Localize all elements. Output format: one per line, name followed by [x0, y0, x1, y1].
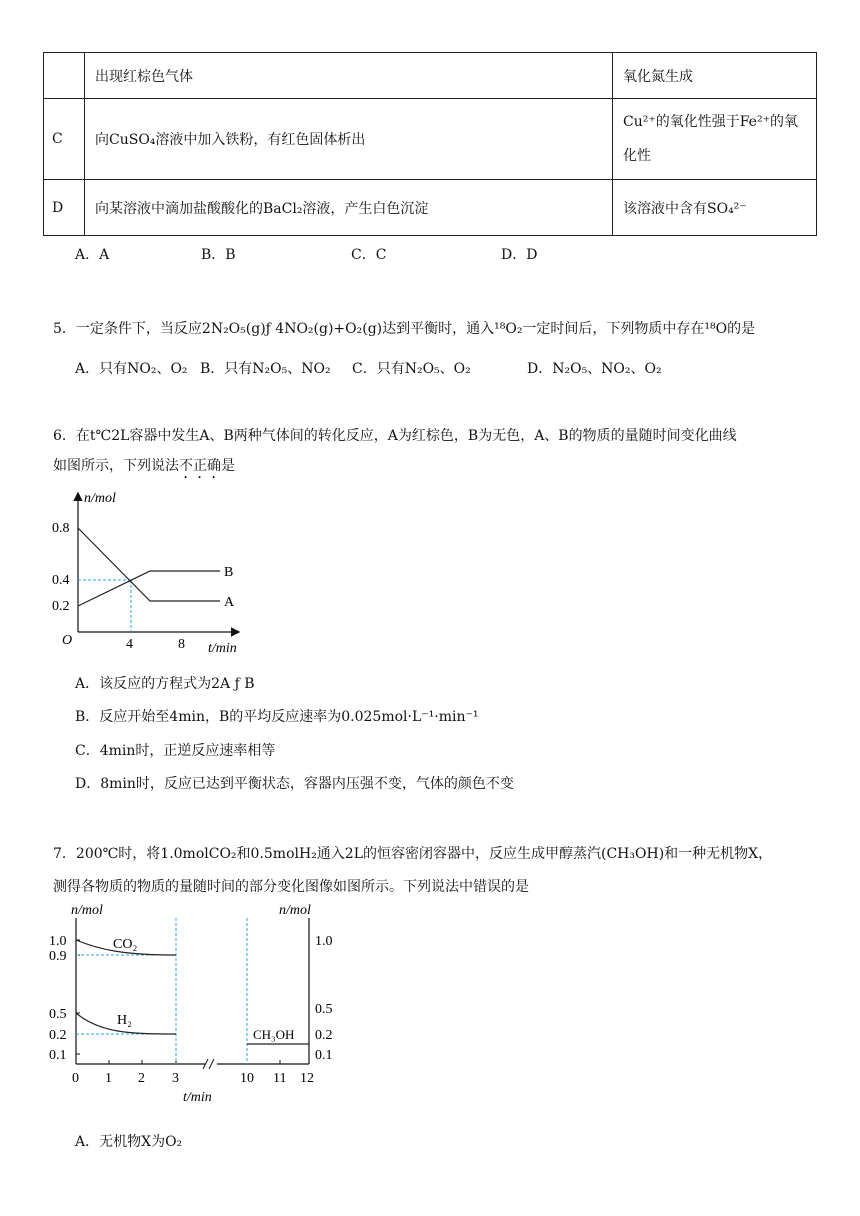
y-tick-left: 1.0	[49, 934, 67, 949]
y-tick-right: 0.5	[315, 1002, 333, 1017]
row-label: C	[44, 99, 85, 180]
curve-a	[78, 528, 220, 601]
option-d[interactable]: D．N₂O₅、NO₂、O₂	[527, 361, 662, 377]
operation-cell: 向某溶液中滴加盐酸酸化的BaCl₂溶液，产生白色沉淀	[85, 180, 613, 236]
operation-cell: 向CuSO₄溶液中加入铁粉，有红色固体析出	[85, 99, 613, 180]
y-tick-left: 0.9	[49, 949, 67, 964]
q6-option-a[interactable]: A．该反应的方程式为2A ƒ B	[75, 676, 255, 692]
y-tick-left: 0.2	[49, 1028, 67, 1043]
x-tick: 1	[105, 1071, 112, 1086]
q7-stem-line-2: 测得各物质的物质的量随时间的部分变化图像如图所示。下列说法中错误的是	[53, 879, 529, 895]
conclusion-line-2: 化性	[623, 148, 651, 164]
x-tick: 0	[72, 1071, 79, 1086]
label-co2: CO₂	[113, 937, 138, 952]
q6-stem-end: 是	[221, 458, 235, 474]
label-ch3oh: CH₃OH	[253, 1027, 295, 1042]
q6-stem-text: 如图所示，下列说法	[53, 458, 179, 474]
label-a: A	[224, 595, 235, 610]
x-tick: 10	[240, 1071, 254, 1086]
option-b[interactable]: B．B	[201, 247, 236, 263]
option-c[interactable]: C．C	[351, 247, 387, 263]
x-tick: 4	[126, 637, 133, 652]
q6-stem-line-2	[53, 455, 235, 482]
y-tick-right: 1.0	[315, 934, 333, 949]
table-row	[44, 180, 817, 236]
y-tick: 0.2	[52, 599, 70, 614]
table-row	[44, 99, 817, 180]
conclusion-cell: 该溶液中含有SO₄²⁻	[613, 180, 817, 236]
q6-emphasis: 不正确	[179, 458, 221, 474]
x-tick: 11	[273, 1071, 287, 1086]
label-b: B	[224, 565, 234, 580]
option-b[interactable]: B．只有N₂O₅、NO₂	[200, 361, 331, 377]
q6-option-d[interactable]: D．8min时，反应已达到平衡状态，容器内压强不变，气体的颜色不变	[75, 776, 514, 792]
q7-graph	[45, 898, 335, 1108]
q6-graph	[50, 486, 250, 656]
conclusion-line-1: Cu²⁺的氧化性强于Fe²⁺的氧	[623, 114, 798, 130]
operation-cell: 出现红棕色气体	[85, 53, 613, 99]
y-axis-label-left: n/mol	[71, 903, 103, 918]
conclusion-cell	[613, 99, 817, 180]
y-tick: 0.4	[52, 573, 70, 588]
conclusion-cell: 氧化氮生成	[613, 53, 817, 99]
q5-stem: 5．一定条件下，当反应2N₂O₅(g)ƒ 4NO₂(g)+O₂(g)达到平衡时，通入¹⁸O₂一定时间后，下列物质中存在¹⁸O的是	[53, 321, 756, 337]
option-a[interactable]: A．只有NO₂、O₂	[75, 361, 188, 377]
option-c[interactable]: C．只有N₂O₅、O₂	[352, 361, 471, 377]
origin-label: O	[62, 633, 73, 648]
table-row	[44, 53, 817, 99]
x-tick: 12	[300, 1071, 314, 1086]
x-tick: 2	[138, 1071, 145, 1086]
option-a[interactable]: A．A	[75, 247, 110, 263]
answer-table	[43, 52, 817, 236]
y-axis-label: n/mol	[84, 491, 116, 506]
y-tick-right: 0.1	[315, 1048, 333, 1063]
x-tick: 3	[172, 1071, 179, 1086]
q7-option-a[interactable]: A．无机物X为O₂	[75, 1134, 183, 1150]
y-tick-right: 0.2	[315, 1028, 333, 1043]
y-tick-left: 0.5	[49, 1007, 67, 1022]
q6-option-c[interactable]: C．4min时，正逆反应速率相等	[75, 743, 276, 759]
q6-stem-line-1: 6．在t℃2L容器中发生A、B两种气体间的转化反应，A为红棕色，B为无色，A、B的物质的量随时间变化曲线	[53, 428, 737, 444]
q6-option-b[interactable]: B．反应开始至4min，B的平均反应速率为0.025mol·L⁻¹·min⁻¹	[75, 709, 479, 725]
row-label: D	[44, 180, 85, 236]
y-axis-label-right: n/mol	[279, 903, 311, 918]
axis-break	[209, 1059, 214, 1069]
row-label	[44, 53, 85, 99]
option-d[interactable]: D．D	[501, 247, 538, 263]
q7-stem-line-1: 7．200℃时，将1.0molCO₂和0.5molH₂通入2L的恒容密闭容器中，反应生成甲醇蒸汽(CH₃OH)和一种无机物X，	[53, 846, 773, 862]
y-tick: 0.8	[52, 521, 70, 536]
x-axis-label: t/min	[183, 1090, 212, 1105]
x-axis-label: t/min	[208, 641, 237, 656]
x-tick: 8	[178, 637, 185, 652]
y-tick-left: 0.1	[49, 1048, 67, 1063]
label-h2: H₂	[117, 1013, 132, 1028]
